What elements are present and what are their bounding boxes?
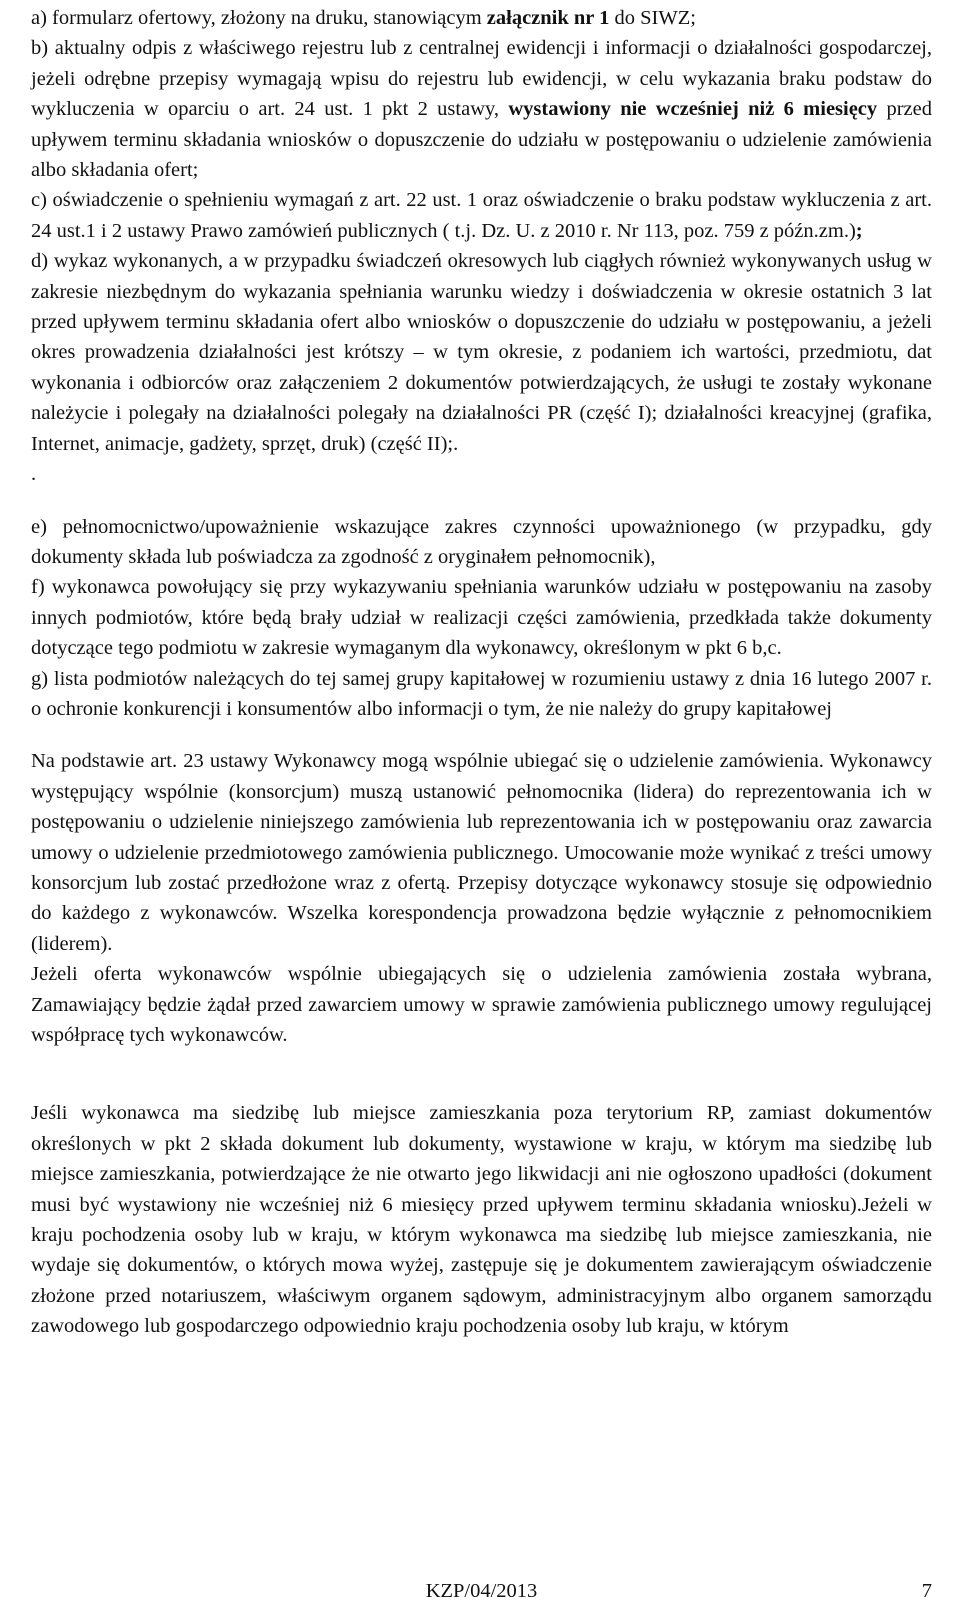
spacer	[31, 724, 932, 746]
item-a-suffix: do SIWZ;	[609, 7, 696, 29]
item-f: f) wykonawca powołujący się przy wykazywaniu spełniania warunków udziału w postępowaniu na zasoby innych podmiotów, które będą brały udział w realizacji części zamówienia, przedkłada także dokumenty dotyczące tego podmiotu w zakresie wymaganym dla wykonawcy, określonym w pkt 6 b,c.	[31, 576, 932, 660]
spacer	[31, 490, 932, 512]
item-a-text: a) formularz ofertowy, złożony na druku, stanowiącym	[31, 7, 487, 29]
item-a-bold: załącznik nr 1	[486, 7, 610, 29]
item-b	[31, 33, 932, 185]
item-c-text: c) oświadczenie o spełnieniu wymagań z art. 22 ust. 1 oraz oświadczenie o braku podstaw wykluczenia z art. 24 ust.1 i 2 ustawy Prawo zamówień publicznych ( t.j. Dz. U. z 2010 r. Nr 113, poz. 759 z późn.zm.)	[31, 189, 932, 242]
item-d: d) wykaz wykonanych, a w przypadku świadczeń okresowych lub ciągłych również wykonywanych usług w zakresie niezbędnym do wykazania spełniania warunku wiedzy i doświadczenia w okresie ostatnich 3 lat przed upływem terminu składania ofert albo wniosków o dopuszczenie do udziału w postępowaniu, a jeżeli okres prowadzenia działalności jest krótszy – w tym okresie, z podaniem ich wartości, przedmiotu, dat wykonania i odbiorców oraz załączeniem 2 dokumentów potwierdzających, że usługi te zostały wykonane należycie i polegały na działalności polegały na działalności PR (część I); działalności kreacyjnej (grafika, Internet, animacje, gadżety, sprzęt, druk) (część II);.	[31, 250, 932, 455]
spacer	[31, 1050, 932, 1098]
item-a	[31, 3, 932, 33]
item-b-text-end: przed upływem terminu składania wniosków o dopuszczenie do udziału w postępowaniu o udzielenie zamówienia albo składania ofert;	[31, 98, 933, 182]
item-g: g) lista podmiotów należących do tej samej grupy kapitałowej w rozumieniu ustawy z dnia 16 lutego 2007 r. o ochronie konkurencji i konsumentów albo informacji o tym, że nie należy do grupy kapitałowej	[31, 667, 932, 720]
document-code: KZP/04/2013	[425, 1580, 538, 1602]
page-footer	[31, 1577, 932, 1605]
stray-dot: .	[31, 463, 37, 486]
item-c-bold: ;	[855, 219, 863, 242]
item-e: e) pełnomocnictwo/upoważnienie wskazujące zakres czynności upoważnionego (w przypadku, gdy dokumenty składa lub poświadcza za zgodność z oryginałem pełnomocnik),	[31, 515, 932, 568]
consortium-paragraph-1: Na podstawie art. 23 ustawy Wykonawcy mogą wspólnie ubiegać się o udzielenie zamówienia. Wykonawcy występujący wspólnie (konsorcjum) muszą ustanowić pełnomocnika (lidera) do reprezentowania ich w postępowaniu o udzielenie niniejszego zamówienia lub reprezentowania ich w postępowaniu oraz zawarcia umowy o udzielenie przedmiotowego zamówienia publicznego. Umocowanie może wynikać z treści umowy konsorcjum lub zostać przedłożone wraz z ofertą. Przepisy dotyczące wykonawcy stosuje się odpowiednio do każdego z wykonawców. Wszelka korespondencja prowadzona będzie wyłącznie z pełnomocnikiem (liderem).	[31, 750, 932, 955]
foreign-contractor-paragraph: Jeśli wykonawca ma siedzibę lub miejsce zamieszkania poza terytorium RP, zamiast dokumentów określonych w pkt 2 składa dokument lub dokumenty, wystawione w kraju, w którym ma siedzibę lub miejsce zamieszkania, potwierdzające że nie otwarto jego likwidacji ani nie ogłoszono upadłości (dokument musi być wystawiony nie wcześniej niż 6 miesięcy przed upływem terminu składania wniosku).Jeżeli w kraju pochodzenia osoby lub w kraju, w którym wykonawca ma siedzibę lub miejsce zamieszkania, nie wydaje się dokumentów, o których mowa wyżej, zastępuje się je dokumentem zawierającym oświadczenie złożone przed notariuszem, właściwym organem sądowym, administracyjnym albo organem samorządu zawodowego lub gospodarczego odpowiednio kraju pochodzenia osoby lub kraju, w którym	[31, 1102, 932, 1338]
page-number: 7	[921, 1580, 932, 1602]
item-b-bold: wystawiony nie wcześniej niż 6 miesięcy	[508, 98, 878, 121]
item-c	[31, 185, 932, 246]
consortium-paragraph-2: Jeżeli oferta wykonawców wspólnie ubiegających się o udzielenia zamówienia została wybrana, Zamawiający będzie żądał przed zawarciem umowy w sprawie zamówienia publicznego umowy regulującej współpracę tych wykonawców.	[31, 963, 932, 1046]
item-b-text: b) aktualny odpis z właściwego rejestru lub z centralnej ewidencji i informacji o działalności gospodarczej, jeżeli odrębne przepisy wymagają wpisu do rejestru lub ewidencji, w celu wykazania braku podstaw do wykluczenia w oparciu o art. 24 ust. 1 pkt 2 ustawy,	[31, 37, 932, 121]
